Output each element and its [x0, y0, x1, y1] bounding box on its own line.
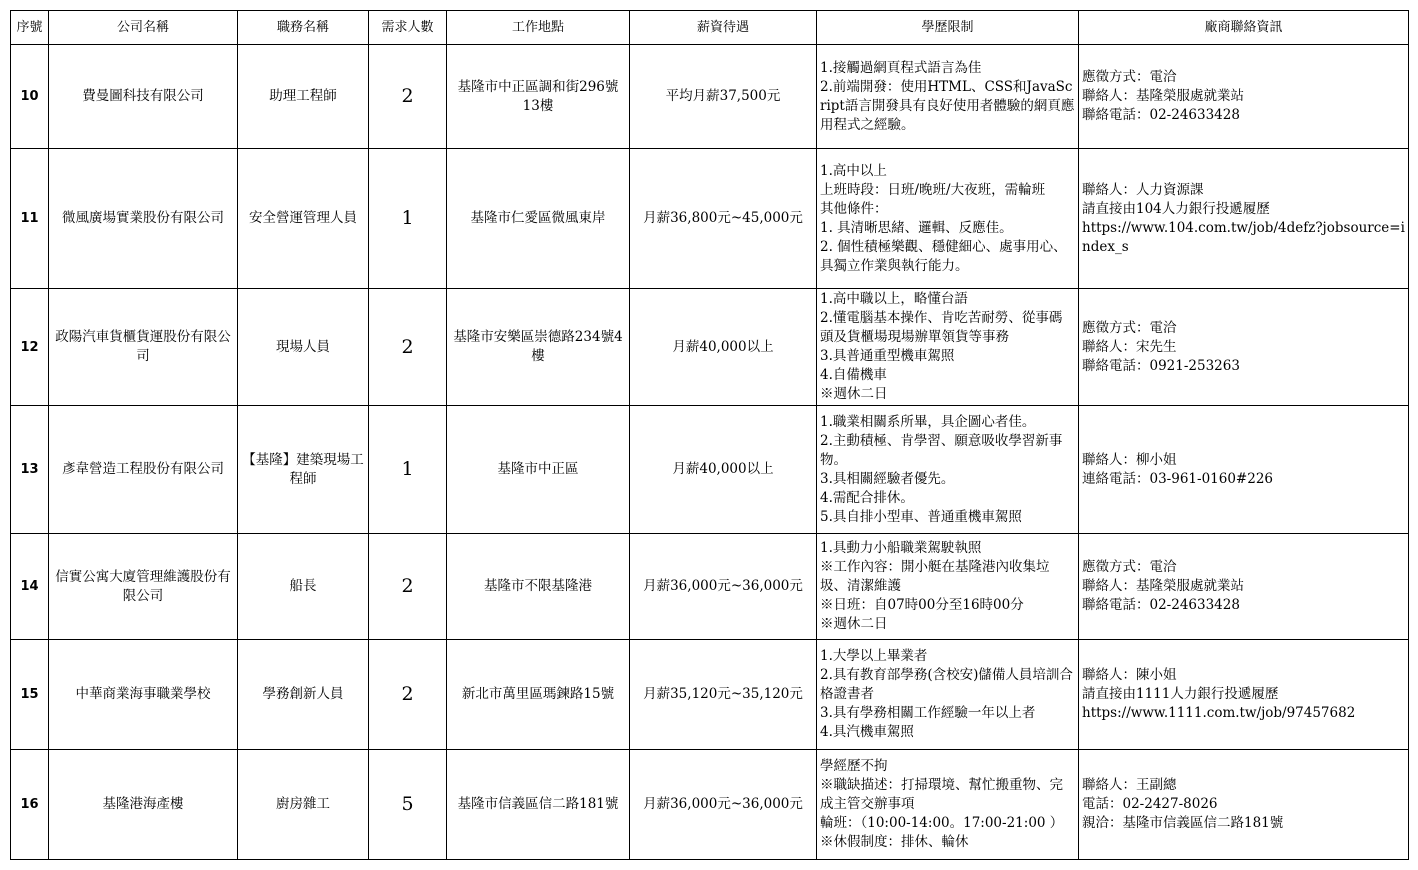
education-line: 4.具汽機車駕照: [820, 724, 914, 740]
header-contact: 廠商聯絡資訊: [1079, 11, 1409, 45]
education-line: ※週休二日: [820, 616, 888, 632]
education-line: 1.大學以上畢業者: [820, 648, 928, 664]
company-name: 費曼圖科技有限公司: [49, 45, 238, 149]
job-title: 【基隆】建築現場工程師: [238, 406, 369, 534]
education-line: ※日班：自07時00分至16時00分: [820, 597, 1024, 613]
contact-info: [1079, 640, 1409, 750]
education-line: 上班時段：日班/晚班/大夜班，需輪班: [820, 181, 1046, 198]
row-number: 16: [11, 750, 49, 860]
contact-line: 聯絡電話：02-24633428: [1082, 597, 1240, 613]
headcount: 1: [369, 406, 447, 534]
education-line: ※工作內容：開小艇在基隆港內收集垃圾、清潔維護: [820, 559, 1050, 594]
education-line: ※休假制度：排休、輪休: [820, 834, 969, 850]
contact-line: 請直接由104人力銀行投遞履歷: [1082, 200, 1270, 217]
contact-line: 應徵方式：電洽: [1082, 319, 1177, 336]
company-name: 彥韋營造工程股份有限公司: [49, 406, 238, 534]
job-table: [10, 10, 1409, 860]
work-location: 基隆市中正區: [447, 406, 630, 534]
contact-info: [1079, 289, 1409, 406]
row-number: 14: [11, 534, 49, 640]
work-location: 基隆市仁愛區微風東岸: [447, 149, 630, 289]
job-title: 廚房雜工: [238, 750, 369, 860]
company-name: 政陽汽車貨櫃貨運股份有限公司: [49, 289, 238, 406]
education-requirements: [817, 406, 1079, 534]
table-row: [11, 640, 1409, 750]
header-count: 需求人數: [369, 11, 447, 45]
contact-line: 請直接由1111人力銀行投遞履歷: [1082, 686, 1279, 702]
headcount: 2: [369, 289, 447, 406]
education-requirements: [817, 149, 1079, 289]
education-line: 1.具動力小船職業駕駛執照: [820, 540, 982, 556]
salary: 月薪40,000以上: [630, 406, 817, 534]
contact-line: 親洽：基隆市信義區信二路181號: [1082, 815, 1284, 831]
education-line: 1.職業相關系所畢，具企圖心者佳。: [820, 413, 1036, 430]
company-name: 中華商業海事職業學校: [49, 640, 238, 750]
education-line: 2.前端開發：使用HTML、CSS和JavaScript語言開發具有良好使用者體驗的網頁應用程式之經驗。: [820, 78, 1075, 133]
header-company: 公司名稱: [49, 11, 238, 45]
job-title: 現場人員: [238, 289, 369, 406]
row-number: 11: [11, 149, 49, 289]
contact-line: 聯絡人：陳小姐: [1082, 667, 1177, 683]
education-line: 3.具相關經驗者優先。: [820, 470, 955, 487]
contact-url[interactable]: https://www.104.com.tw/job/4defz?jobsource=index_s: [1082, 219, 1405, 255]
headcount: 5: [369, 750, 447, 860]
education-line: 4.自備機車: [820, 367, 887, 383]
work-location: 基隆市安樂區崇德路234號4樓: [447, 289, 630, 406]
contact-line: 聯絡人：基隆榮服處就業站: [1082, 578, 1244, 594]
education-line: 1.接觸過網頁程式語言為佳: [820, 59, 982, 76]
contact-line: 聯絡人：人力資源課: [1082, 181, 1204, 198]
row-number: 15: [11, 640, 49, 750]
education-line: 4.需配合排休。: [820, 489, 914, 506]
contact-line: 聯絡電話：0921-253263: [1082, 357, 1240, 374]
contact-line: 聯絡人：宋先生: [1082, 338, 1177, 355]
education-requirements: [817, 534, 1079, 640]
contact-line: 聯絡電話：02-24633428: [1082, 107, 1240, 123]
table-row: [11, 149, 1409, 289]
job-title: 助理工程師: [238, 45, 369, 149]
company-name: 信實公寓大廈管理維護股份有限公司: [49, 534, 238, 640]
header-location: 工作地點: [447, 11, 630, 45]
row-number: 12: [11, 289, 49, 406]
job-listing-sheet: [10, 10, 1409, 860]
table-body: [11, 45, 1409, 860]
salary: 月薪36,800元~45,000元: [630, 149, 817, 289]
headcount: 2: [369, 640, 447, 750]
education-line: 5.具自排小型車、普通重機車駕照: [820, 508, 1022, 525]
salary: 月薪36,000元~36,000元: [630, 750, 817, 860]
header-education: 學歷限制: [817, 11, 1079, 45]
contact-line: 連絡電話：03-961-0160#226: [1082, 470, 1274, 487]
work-location: 基隆市不限基隆港: [447, 534, 630, 640]
work-location: 基隆市信義區信二路181號: [447, 750, 630, 860]
salary: 平均月薪37,500元: [630, 45, 817, 149]
education-requirements: [817, 45, 1079, 149]
table-row: [11, 406, 1409, 534]
education-line: 輪班：（10:00-14:00。17:00-21:00 ）: [820, 815, 1064, 831]
header-row: [11, 11, 1409, 45]
job-title: 學務創新人員: [238, 640, 369, 750]
education-requirements: [817, 640, 1079, 750]
contact-line: 聯絡人：基隆榮服處就業站: [1082, 88, 1244, 104]
header-salary: 薪資待遇: [630, 11, 817, 45]
education-line: 2.具有教育部學務(含校安)儲備人員培訓合格證書者: [820, 667, 1073, 702]
contact-line: 聯絡人：柳小姐: [1082, 451, 1177, 468]
contact-line: 電話：02-2427-8026: [1082, 796, 1218, 812]
contact-url[interactable]: https://www.1111.com.tw/job/97457682: [1082, 705, 1356, 721]
job-title: 船長: [238, 534, 369, 640]
company-name: 微風廣場實業股份有限公司: [49, 149, 238, 289]
company-name: 基隆港海產樓: [49, 750, 238, 860]
education-line: 3.具普通重型機車駕照: [820, 348, 955, 364]
contact-info: [1079, 750, 1409, 860]
contact-info: [1079, 45, 1409, 149]
work-location: 新北市萬里區瑪鍊路15號: [447, 640, 630, 750]
header-no: 序號: [11, 11, 49, 45]
work-location: 基隆市中正區調和街296號13樓: [447, 45, 630, 149]
salary: 月薪35,120元~35,120元: [630, 640, 817, 750]
education-line: 2.主動積極、肯學習、願意吸收學習新事物。: [820, 432, 1063, 468]
salary: 月薪36,000元~36,000元: [630, 534, 817, 640]
education-line: 其他條件：: [820, 200, 888, 217]
contact-info: [1079, 406, 1409, 534]
education-line: 學經歷不拘: [820, 758, 888, 774]
headcount: 1: [369, 149, 447, 289]
contact-line: 應徵方式：電洽: [1082, 559, 1177, 575]
education-line: ※週休二日: [820, 386, 888, 402]
table-row: [11, 750, 1409, 860]
education-line: 2. 個性積極樂觀、穩健細心、處事用心、具獨立作業與執行能力。: [820, 238, 1067, 274]
row-number: 10: [11, 45, 49, 149]
education-line: ※職缺描述：打掃環境、幫忙搬重物、完成主管交辦事項: [820, 777, 1063, 812]
contact-line: 聯絡人：王副總: [1082, 777, 1177, 793]
contact-line: 應徵方式：電洽: [1082, 69, 1177, 85]
contact-info: [1079, 534, 1409, 640]
headcount: 2: [369, 534, 447, 640]
table-row: [11, 45, 1409, 149]
education-requirements: [817, 750, 1079, 860]
education-line: 3.具有學務相關工作經驗一年以上者: [820, 705, 1036, 721]
header-job: 職務名稱: [238, 11, 369, 45]
education-line: 2.懂電腦基本操作、肯吃苦耐勞、從事碼頭及貨櫃場現場辦單領貨等事務: [820, 310, 1063, 345]
education-line: 1. 具清晰思緒、邏輯、反應佳。: [820, 219, 1013, 236]
education-requirements: [817, 289, 1079, 406]
job-title: 安全營運管理人員: [238, 149, 369, 289]
headcount: 2: [369, 45, 447, 149]
contact-info: [1079, 149, 1409, 289]
table-row: [11, 534, 1409, 640]
education-line: 1.高中以上: [820, 162, 887, 179]
table-row: [11, 289, 1409, 406]
salary: 月薪40,000以上: [630, 289, 817, 406]
row-number: 13: [11, 406, 49, 534]
education-line: 1.高中職以上，略懂台語: [820, 291, 968, 307]
